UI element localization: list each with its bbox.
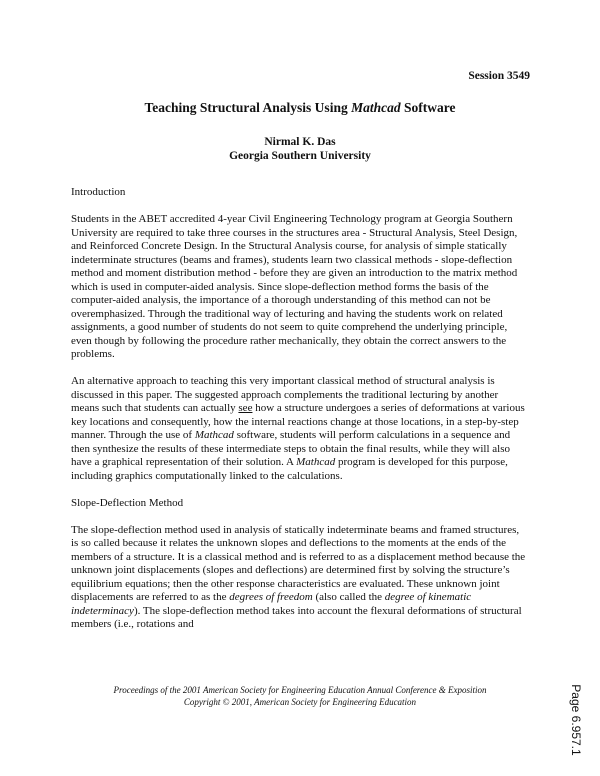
section-heading-slope-deflection: Slope-Deflection Method <box>71 496 184 509</box>
text-run: how a structure undergoes a series of deformations at various key locations and consequently, how the internal reactions change at those locations, in a step-by-step manner. Through the use of <box>71 402 525 441</box>
author-block <box>0 136 600 163</box>
author-name: Nirmal K. Das <box>264 136 336 148</box>
text-run: The slope-deflection method used in analysis of statically indeterminate beams and framed structures, is so called because it relates the unknown slopes and deflections to the moments at the ends of the members of a structure. It is a classical method and is referred to as a displacement method because the unknown joint displacements (slopes and deflections) are determined first by solving the structure’s equilibrium equations; then the other response characteristics are evaluated. These unknown joint displacements are referred to as the <box>71 523 526 603</box>
term-kinematic-indeterminacy: degree of kinematic indeterminacy <box>71 591 472 617</box>
paper-title <box>0 100 600 116</box>
text-run: software, students will perform calculations in a sequence and then synthesize the results of these intermediate steps to obtain the final results, while they will also have a graphical representation of their solution. A <box>71 429 511 468</box>
paragraph-slope-deflection <box>71 524 527 632</box>
author-affiliation: Georgia Southern University <box>229 149 371 162</box>
title-text-end: Software <box>400 100 456 115</box>
term-degrees-of-freedom: degrees of freedom <box>229 591 313 603</box>
text-run: An alternative approach to teaching this very important classical method of structural analysis is discussed in this paper. The suggested approach complements the traditional lecturing by another means such that students can actually <box>71 375 499 414</box>
footer-proceedings-line: Proceedings of the 2001 American Society for Engineering Education Annual Conference & Exposition <box>113 685 487 695</box>
proceedings-footer <box>0 684 600 708</box>
paragraph-approach <box>71 375 527 483</box>
text-run: (also called the <box>312 591 385 603</box>
text-run: program is developed for this purpose, including graphics computationally linked to the calculations. <box>71 456 508 482</box>
section-heading-introduction: Introduction <box>71 186 126 198</box>
paragraph-intro: Students in the ABET accredited 4-year Civil Engineering Technology program at Georgia Southern University are required to take three courses in the structures area - Structural Analysis, Steel Design, and Reinforced Concrete Design. In the Structural Analysis course, for analysis of simple statically indeterminate structures (beams and frames), students learn two classical methods - slope-deflection method and moment distribution method - before they are given an introduction to the matrix method which is used in computer-aided analysis. Since slope-deflection method forms the basis of the computer-aided analysis, the importance of a thorough understanding of this method can not be overemphasized. Through the traditional way of lecturing and having the students work on related assignments, a good number of students do not seem to quite comprehend the underlying principle, even though by following the procedure rather mechanically, they obtain the correct answers to the problems. <box>71 213 518 360</box>
title-software-name: Mathcad <box>351 100 401 115</box>
software-name: Mathcad <box>296 456 336 468</box>
emphasis-see: see <box>238 402 253 414</box>
title-text-start: Teaching Structural Analysis Using <box>144 100 352 115</box>
session-number: Session 3549 <box>468 70 530 82</box>
page-number-stamp <box>556 680 596 760</box>
text-run: ). The slope-deflection method takes into account the flexural deformations of structural members (i.e., rotations and <box>71 604 522 630</box>
page-number-text: Page 6.957.1 <box>569 684 583 756</box>
footer-copyright-line: Copyright © 2001, American Society for Engineering Education <box>183 697 417 707</box>
paper-body <box>71 186 527 645</box>
software-name: Mathcad <box>194 429 234 441</box>
